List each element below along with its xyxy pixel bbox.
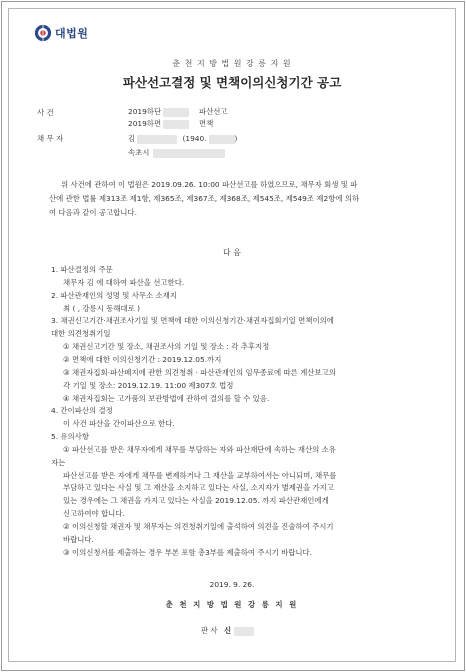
intro-line-2: 산에 관한 법률 제313조 제1항, 제365조, 제367조, 제368조, 제545조, 제549조 제2항에 의하 [49,194,360,203]
logo-text: 대법원 [55,27,89,40]
case-number-1: 2019하단 [128,107,189,117]
notice-item-line: 각 기일 및 장소: 2019.12.19. 11:00 제307호 법정 [63,380,234,390]
notice-item-line: 바랍니다. [63,534,94,544]
case-number-2: 2019하면 [128,119,189,129]
redaction-block [163,108,189,117]
court-emblem-icon [34,24,52,42]
debtor-label: 채 무 자 [37,134,64,143]
redaction-block [153,149,225,158]
notice-item-line: ① 채권신고기간 및 장소, 채권조사의 기일 및 장소 : 각 추후지정 [63,342,270,352]
case-type-1: 파산선고 [199,107,228,116]
case-label: 사 건 [37,108,54,117]
court-logo [34,22,88,44]
intro-line-3: 여 다음과 같이 공고합니다. [49,208,137,217]
notice-item-line: 파산선고를 받은 자에게 채무를 변제하거나 그 재산을 교부하여서는 아니되며, 채무를 [63,470,337,480]
document-page [8,8,456,662]
redaction-block [137,135,177,144]
case-type-2: 면책 [199,119,214,128]
notice-item-line: 있는 경우에는 그 채권을 가지고 있다는 사실을 2019.12.05. 까지 파산관재인에게 [63,496,329,506]
notice-date: 2019. 9. 26. [209,580,255,589]
debtor-name-line: 김 (1940. ) [128,134,238,143]
notice-item-line: 1. 파산결정의 주문 [51,265,113,274]
court-name-footer: 춘 천 지 방 법 원 강 릉 지 원 [165,600,299,609]
notice-item-line: 2. 파산관재인의 성명 및 사무소 소재지 [51,290,177,300]
section-heading: 다 음 [223,248,241,257]
notice-item-line: 대한 의견청취기일 [51,329,111,339]
notice-item-line: ④ 채권자집회는 고가품의 보관방법에 관하여 결의를 할 수 있음. [63,393,270,403]
notice-item-line: ② 이의신청할 채권자 및 채무자는 의견청취기일에 출석하여 의견을 진술하여 주시기 [63,522,334,531]
intro-line-1: 위 사건에 관하여 이 법원은 2019.09.26. 10:00 파산선고를 하였으므로, 채무자 회생 및 파 [61,180,358,189]
judge-line: 판 사 신 [201,626,254,636]
notice-item-line: 최 ( , 강릉시 동해대로 ) [63,303,140,313]
redaction-block [163,120,189,129]
notice-item-line: 자는 [51,457,66,467]
notice-item-line: 5. 유의사항 [51,432,89,441]
notice-item-line: 부담하고 있다는 사실 및 그 재산을 소지하고 있다는 사실, 소지자가 별제권을 가지고 [63,483,334,493]
notice-item-line: 4. 간이파산의 결정 [51,406,113,416]
notice-item-line: ③ 이의신청서를 제출하는 경우 부본 포함 총3부를 제출하여 주시기 바랍니다. [63,547,313,557]
notice-title: 파산선고결정 및 면책이의신청기간 공고 [122,75,342,90]
notice-item-line: 3. 채권신고기간·채권조사기일 및 면책에 대한 이의신청기간·채권자집회기일 면책이의에 [51,316,334,326]
debtor-address-line: 속초시 [128,148,225,158]
notice-item-line: 이 사건 파산을 간이파산으로 한다. [63,419,175,429]
redaction-block [209,135,235,144]
notice-item-line: ② 면책에 대한 이의신청기간 : 2019.12.05.까지 [63,354,222,364]
notice-item-line: 채무자 김 에 대하여 파산을 선고한다. [63,277,185,287]
redaction-block [234,627,254,636]
notice-item-line: 신고하여야 합니다. [63,509,125,519]
notice-item-line: ① 파산선고를 받은 채무자에게 채무를 부담하는 자와 파산재단에 속하는 재산의 소유 [63,444,336,454]
court-name-top: 춘 천 지 방 법 원 강 릉 지 원 [172,59,292,68]
notice-item-line: ③ 채권자집회·파산폐지에 관한 의견청취 · 파산관재인의 임무종료에 따른 계산보고의 [63,367,336,377]
